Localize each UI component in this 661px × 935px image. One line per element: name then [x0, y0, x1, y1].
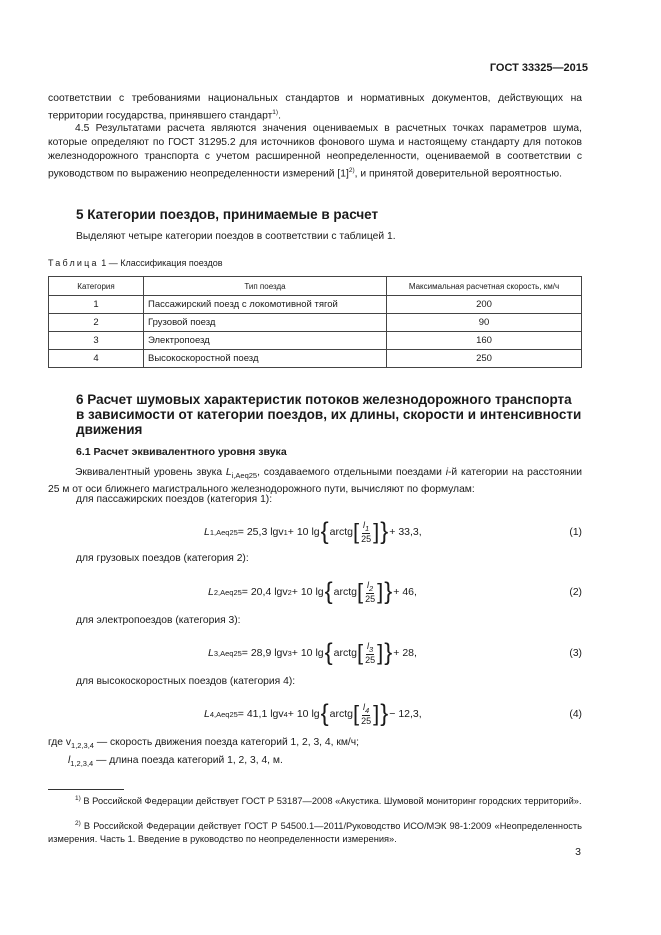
paragraph-4-5	[48, 122, 582, 181]
fraction	[364, 580, 376, 604]
left-brace-icon: {	[324, 578, 333, 605]
section-5-heading: 5 Категории поездов, принимаемые в расчет	[76, 207, 379, 222]
table-cell: 2	[49, 314, 144, 332]
section-6-1-intro	[48, 466, 582, 497]
frac-num: l	[367, 641, 370, 652]
train-classification-table	[48, 276, 582, 368]
formula-tail: − 12,3,	[389, 708, 422, 720]
left-bracket-icon: [	[352, 519, 360, 544]
footnote-mark: 2)	[75, 820, 81, 827]
formula-4	[204, 702, 422, 726]
formula-mid: + 10 lg	[291, 647, 324, 659]
footnote-1	[48, 793, 582, 808]
table-caption-rest: 1 — Классификация поездов	[98, 258, 223, 268]
formula-vsub: 2	[287, 587, 292, 597]
arctg: arctg	[329, 708, 353, 720]
formula-tail: + 33,3,	[389, 526, 422, 538]
column-header: Категория	[49, 277, 144, 296]
frac-num-sub: 1	[365, 523, 370, 533]
frac-den: 25	[365, 593, 376, 604]
table-cell: 1	[49, 296, 144, 314]
table-cell: 250	[387, 350, 582, 368]
where-l-symbol: l	[68, 755, 71, 766]
table-cell: Пассажирский поезд с локомотивной тягой	[144, 296, 387, 314]
formula-2-label: для грузовых поездов (категория 2):	[76, 553, 249, 564]
intro-a: Эквивалентный уровень звука	[75, 467, 226, 478]
left-bracket-icon: [	[356, 579, 364, 604]
where-l-text: — длина поезда категорий 1, 2, 3, 4, м.	[93, 755, 283, 766]
equation-number: (4)	[569, 709, 582, 720]
frac-num: l	[363, 702, 366, 713]
formula-tail: + 28,	[393, 647, 417, 659]
footnote-text: В Российской Федерации действует ГОСТ Р 53187—2008 «Акустика. Шумовой мониторинг городских территорий».	[80, 796, 582, 807]
symbol-i: i	[445, 467, 448, 478]
equation-number: (3)	[569, 648, 582, 659]
formula-sub: 1,Aeq25	[209, 527, 238, 537]
right-brace-icon: }	[384, 578, 393, 605]
frac-num-sub: 2	[369, 583, 374, 593]
left-brace-icon: {	[320, 518, 329, 545]
fraction	[360, 520, 372, 544]
intro-b: , создаваемого отдельными поездами	[257, 467, 446, 478]
formula-vsub: 1	[283, 527, 288, 537]
formula-1-label: для пассажирских поездов (категория 1):	[76, 494, 273, 505]
table-row	[49, 296, 582, 314]
arctg: arctg	[329, 526, 353, 538]
footnote-ref-2: 2)	[348, 167, 355, 174]
formula-4-label: для высокоскоростных поездов (категория 4):	[76, 676, 296, 687]
table-caption	[48, 258, 223, 268]
frac-num: l	[367, 580, 370, 591]
equation-number: (2)	[569, 587, 582, 598]
right-brace-icon: }	[384, 639, 393, 666]
footnote-mark: 1)	[75, 795, 81, 802]
formula-sub: 3,Aeq25	[213, 648, 242, 658]
table-cell: 3	[49, 332, 144, 350]
intro-end: .	[278, 110, 281, 122]
section-6-heading: 6 Расчет шумовых характеристик потоков железнодорожного транспорта в зависимости от категории поездов, их длины, скорости и интенсивности движения	[76, 392, 582, 437]
footnote-divider	[48, 789, 124, 790]
symbol-L: L	[208, 586, 214, 598]
formula-coef: = 20,4 lgv	[241, 586, 288, 598]
frac-den: 25	[365, 654, 376, 665]
fraction	[360, 702, 372, 726]
symbol-L: L	[208, 647, 214, 659]
where-l-sub: 1,2,3,4	[70, 759, 94, 769]
footnote-2	[48, 818, 582, 845]
p45-text: 4.5 Результатами расчета являются значения оцениваемых в расчетных точках параметров шума, которые определяют по ГОСТ 31295.2 для источников фонового шума и настоящему стандарту для потоков железнодорожного транспорта с учетом расширенной неопределенности, оцениваемой в соответствии с руководством по выражению неопределенности измерений [1]	[48, 123, 582, 180]
table-cell: 4	[49, 350, 144, 368]
where-v	[48, 737, 359, 750]
subsection-6-1-heading: 6.1 Расчет эквивалентного уровня звука	[76, 446, 287, 458]
where-prefix: где v	[48, 737, 72, 748]
formula-3	[208, 641, 417, 665]
formula-vsub: 4	[283, 709, 288, 719]
table-header-row	[49, 277, 582, 296]
table-row	[49, 350, 582, 368]
where-l	[68, 755, 283, 768]
section-5-text: Выделяют четыре категории поездов в соответствии с таблицей 1.	[76, 231, 396, 242]
formula-coef: = 41,1 lgv	[237, 708, 284, 720]
table-cell: 200	[387, 296, 582, 314]
right-brace-icon: }	[380, 700, 389, 727]
formula-coef: = 25,3 lgv	[237, 526, 284, 538]
table-row	[49, 314, 582, 332]
page-number: 3	[575, 846, 581, 858]
symbol-L-sub: i,Aeq25	[231, 471, 258, 481]
frac-num-sub: 3	[369, 644, 374, 654]
left-bracket-icon: [	[356, 640, 364, 665]
footnote-text: В Российской Федерации действует ГОСТ Р 54500.1—2011/Руководство ИСО/МЭК 98-1:2009 «Неопределенность измерения. Часть 1. Введение в руководство по неопределенности измерения».	[48, 821, 582, 844]
right-bracket-icon: ]	[373, 701, 380, 726]
table-cell: Грузовой поезд	[144, 314, 387, 332]
frac-den: 25	[361, 533, 372, 544]
table-cell: 160	[387, 332, 582, 350]
intro-text: соответствии с требованиями национальных стандартов и нормативных документов, действующих на территории государства, принявшего стандарт	[48, 93, 582, 122]
document-code: ГОСТ 33325—2015	[489, 62, 588, 74]
p45-end: , и принятой доверительной вероятностью.	[354, 168, 562, 180]
formula-sub: 4,Aeq25	[209, 709, 238, 719]
table-cell: 90	[387, 314, 582, 332]
equation-number: (1)	[569, 527, 582, 538]
symbol-L: L	[204, 708, 210, 720]
formula-tail: + 46,	[393, 586, 417, 598]
left-brace-icon: {	[320, 700, 329, 727]
frac-den: 25	[361, 715, 372, 726]
where-v-sub: 1,2,3,4	[71, 741, 94, 751]
right-bracket-icon: ]	[377, 640, 384, 665]
frac-num-sub: 4	[365, 705, 370, 715]
formula-coef: = 28,9 lgv	[241, 647, 288, 659]
right-brace-icon: }	[380, 518, 389, 545]
symbol-L: L	[204, 526, 210, 538]
right-bracket-icon: ]	[377, 579, 384, 604]
column-header: Максимальная расчетная скорость, км/ч	[387, 277, 582, 296]
formula-mid: + 10 lg	[287, 526, 320, 538]
formula-mid: + 10 lg	[291, 586, 324, 598]
left-brace-icon: {	[324, 639, 333, 666]
fraction	[364, 641, 376, 665]
table-cell: Электропоезд	[144, 332, 387, 350]
symbol-L: L	[225, 467, 232, 478]
frac-num: l	[363, 520, 366, 531]
table-row	[49, 332, 582, 350]
where-v-text: — скорость движения поезда категорий 1, 2, 3, 4, км/ч;	[93, 737, 360, 748]
arctg: arctg	[333, 647, 357, 659]
formula-sub: 2,Aeq25	[213, 587, 242, 597]
footnote-ref-1: 1)	[272, 109, 279, 116]
intro-paragraph	[48, 92, 582, 123]
table-caption-word: Таблица	[48, 258, 99, 268]
formula-vsub: 3	[287, 648, 292, 658]
arctg: arctg	[333, 586, 357, 598]
table-cell: Высокоскоростной поезд	[144, 350, 387, 368]
right-bracket-icon: ]	[373, 519, 380, 544]
left-bracket-icon: [	[352, 701, 360, 726]
formula-2	[208, 580, 417, 604]
formula-mid: + 10 lg	[287, 708, 320, 720]
formula-1	[204, 520, 422, 544]
formula-3-label: для электропоездов (категория 3):	[76, 615, 241, 626]
column-header: Тип поезда	[144, 277, 387, 296]
intro-c: -й категории на расстоянии 25 м от оси ближнего магистрального железнодорожного пути, вычисляют по формулам:	[48, 467, 582, 496]
